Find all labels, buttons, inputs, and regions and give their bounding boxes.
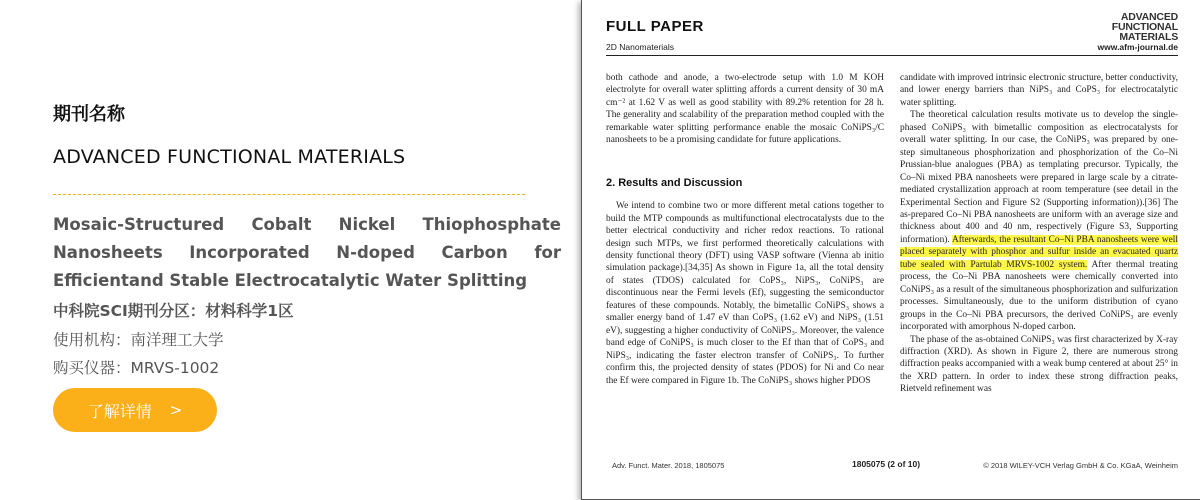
journal-info-panel [0, 0, 580, 500]
text-column-left [606, 72, 884, 387]
paragraph: both cathode and anode, a two-electrode setup with 1.0 M KOH electrolyte for overall water splitting affords a current density of 30 mA cm⁻² at 1.62 V as well as good stability with 89.2% retention for 28 h. The generality and scalability of the preparation method coupled with the remarkable water splitting performance enable the mosaic CoNiPS₃/C nanosheets to be a promising candidate for future applications. [606, 73, 884, 146]
details-button[interactable] [53, 388, 217, 432]
paper-title: Mosaic-Structured Cobalt Nickel Thiophosphate Nanosheets Incorporated N-doped Carbon for Efficientand Stable Electrocatalytic Water Splitting [53, 215, 561, 290]
chevron-right-icon: > [169, 401, 183, 419]
journal-name: ADVANCED FUNCTIONAL MATERIALS [53, 146, 406, 168]
header-rule [606, 55, 1178, 56]
paragraph: The theoretical calculation results motivate us to develop the single-phased CoNiPS₃ with bimetallic composition as electrocatalysts for overall water splitting. In our case, the CoNiPS₃ was prepared by one-step simultaneous phosphorization and phosphorization of the Co–Ni Prussian-blue analogues (PBA) as templating precursor. Typically, the Co–Ni mixed PBA nanosheets were prepared in large scale by a citrate-mediated crystallization approach at room temperature (see detail in the Experimental Section and Figure S2 (Supporting information)).[36] The as-prepared Co–Ni PBA nanosheets are uniform with an average size and thickness about 400 and 40 nm, respectively (Figure S3, Supporting information). Afterwards, the resultant Co–Ni PBA nanosheets were well placed separately with phosphor and sulfur inside an evacuated quartz tube sealed with Partulab MRVS-1002 system. After thermal treating process, the Co–Ni PBA nanosheets were chemically converted into CoNiPS₃ as a result of the simultaneous phosphorization and sulfurization processes. Simultaneously, due to the uniform distribution of cyano groups in the Co–Ni PBA precursors, the derived CoNiPS₃ are evenly incorporated with amorphous N-doped carbon. [900, 110, 1178, 333]
journal-label: 期刊名称 [53, 104, 125, 125]
journal-website: www.afm-journal.de [1097, 42, 1178, 52]
section-heading: 2. Results and Discussion [606, 176, 743, 189]
header-section: 2D Nanomaterials [606, 42, 675, 52]
instrument: 购买仪器：MRVS-1002 [53, 359, 220, 377]
header-paper-type: FULL PAPER [606, 18, 704, 35]
highlighted-text: Afterwards, the resultant Co–Ni PBA nanosheets were well placed separately with phosphor and sulfur inside an evacuated quartz tube sealed with Partulab MRVS-1002 system. [900, 234, 1178, 270]
paragraph: The phase of the as-obtained CoNiPS₃ was first characterized by X-ray diffraction (XRD). As shown in Figure 2, there are numerous strong diffraction peaks accompanied with a weak bump centered at about 25° in the XRD pattern. In order to index these strong diffraction peaks, Rietveld refinement was [900, 334, 1178, 395]
text-column-right [900, 72, 1178, 396]
paragraph: candidate with improved intrinsic electronic structure, better conductivity, and lower energy barriers than NiPS₃ and CoPS₃ for electrocatalytic water splitting. [900, 73, 1178, 108]
institution: 使用机构：南洋理工大学 [53, 331, 224, 349]
footer-page-number: 1805075 (2 of 10) [852, 459, 921, 469]
paper-page-preview [581, 0, 1200, 500]
cas-zone: 中科院SCI期刊分区：材料科学1区 [53, 302, 294, 320]
paragraph: We intend to combine two or more different metal cations together to build the MTP compounds as multifunctional electrocatalysts due to the better electrical conductivity and richer redox reactions. To rational design such MTPs, we first performed theoretically calculations with density functional theory (DFT) using VASP software (Vienna ab initio simulation package).[34,35] As shown in Figure 1a, all the total density of states (TDOS) calculated for CoPS₃, NiPS₃, CoNiPS₃ are discontinuous near the Fermi levels (Ef), suggesting the semiconductor features of these compounds. Notably, the bimetallic CoNiPS₃ shows a smaller energy band of 1.47 eV than CoPS₃ (1.62 eV) and NiPS₃ (1.51 eV), suggesting a higher conductivity of CoNiPS₃. Moreover, the valence band edge of CoNiPS₃ is much closer to the Ef than that of CoPS₃ and NiPS₃, indicating the faster electron transfer of CoNiPS₃. To further confirm this, the projected density of states (PDOS) for Ni and Co near the Ef were compared in Figure 1b. The CoNiPS₃ shows higher PDOS [606, 201, 884, 386]
footer-copyright: © 2018 WILEY-VCH Verlag GmbH & Co. KGaA, Weinheim [983, 461, 1178, 470]
footer-citation: Adv. Funct. Mater. 2018, 1805075 [612, 461, 725, 470]
details-button-label: 了解详情 [87, 401, 152, 421]
dashed-divider [53, 194, 525, 195]
journal-logo: ADVANCED FUNCTIONAL MATERIALS [1111, 11, 1178, 43]
